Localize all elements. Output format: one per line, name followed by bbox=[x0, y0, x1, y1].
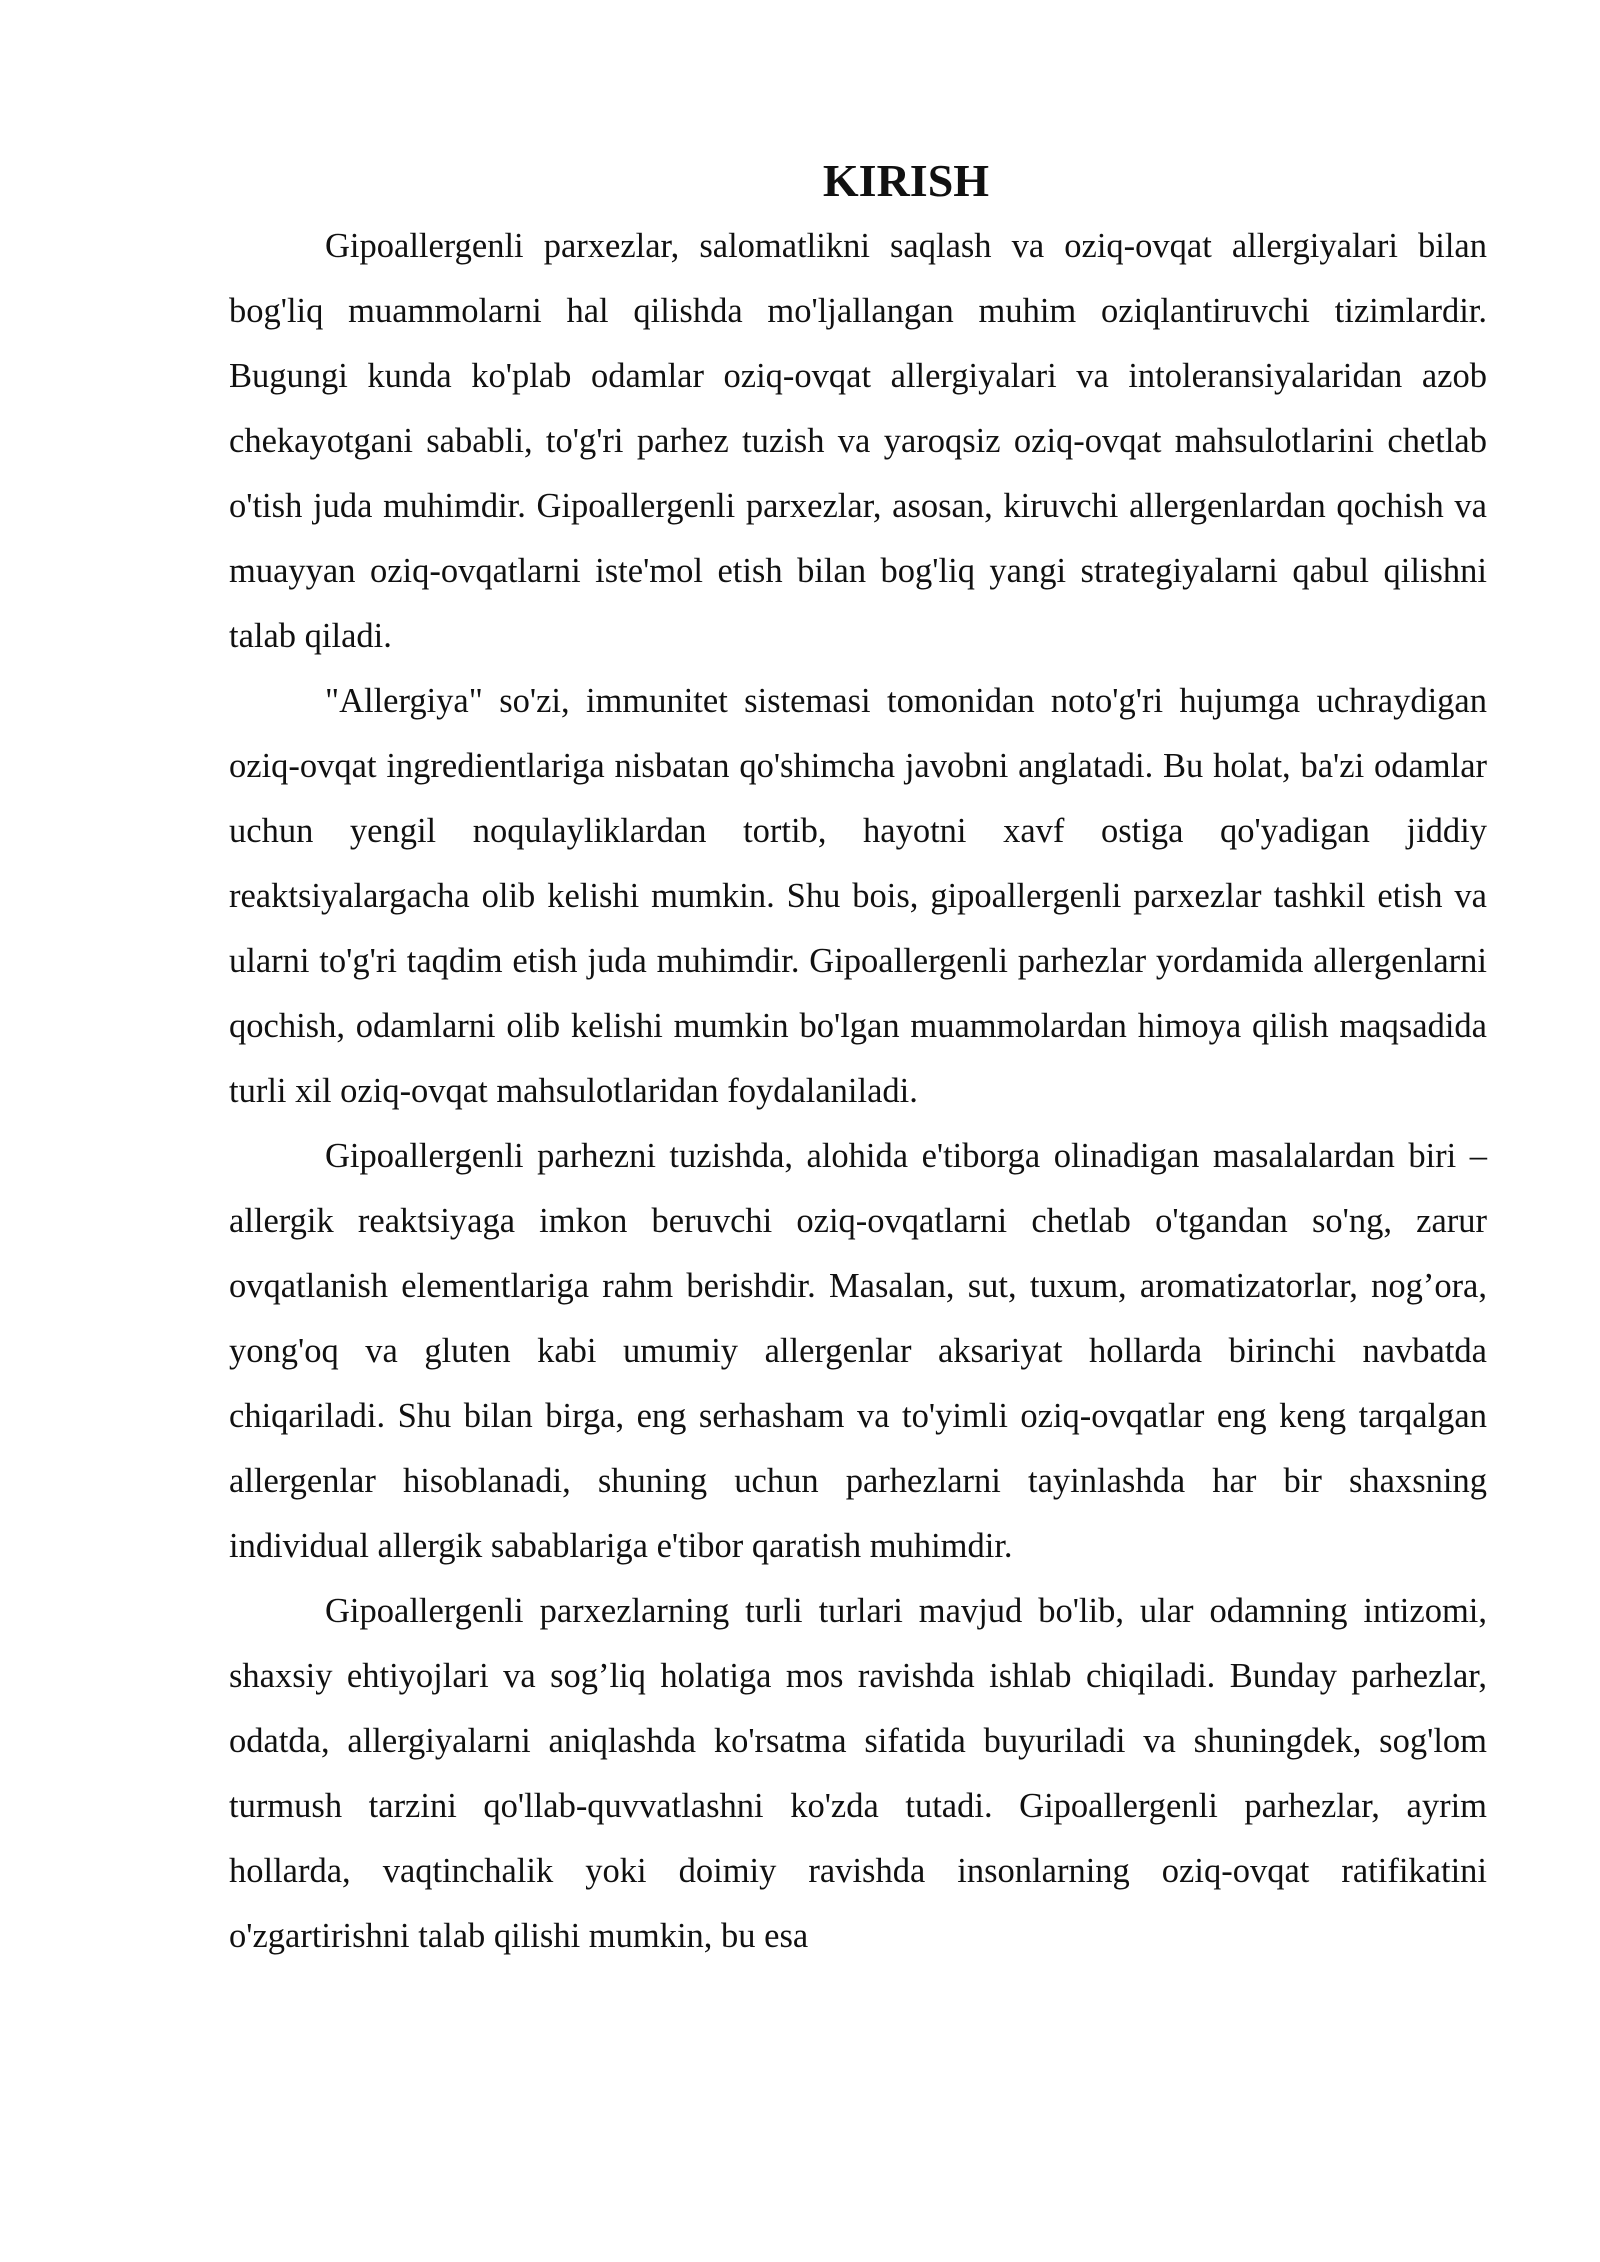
paragraph: Gipoallergenli parxezlarning turli turlari mavjud bo'lib, ular odamning intizomi, shaxsiy ehtiyojlari va sog’liq holatiga mos ravishda ishlab chiqiladi. Bunday parhezlar, odatda, allergiyalarni aniqlashda ko'rsatma sifatida buyuriladi va shuningdek, sog'lom turmush tarzini qo'llab-quvvatlashni ko'zda tutadi. Gipoallergenli parhezlar, ayrim hollarda, vaqtinchalik yoki doimiy ravishda insonlarning oziq-ovqat ratifikatini o'zgartirishni talab qilishi mumkin, bu esa bbox=[229, 1592, 1487, 1955]
document-body bbox=[229, 148, 1487, 1969]
page-title: KIRISH bbox=[822, 155, 990, 206]
paragraph: Gipoallergenli parhezni tuzishda, alohida e'tiborga olinadigan masalalardan biri – allergik reaktsiyaga imkon beruvchi oziq-ovqatlarni chetlab o'tgandan so'ng, zarur ovqatlanish elementlariga rahm berishdir. Masalan, sut, tuxum, aromatizatorlar, nog’ora, yong'oq va gluten kabi umumiy allergenlar aksariyat hollarda birinchi navbatda chiqariladi. Shu bilan birga, eng serhasham va to'yimli oziq-ovqatlar eng keng tarqalgan allergenlar hisoblanadi, shuning uchun parhezlarni tayinlashda har bir shaxsning individual allergik sabablariga e'tibor qaratish muhimdir. bbox=[229, 1137, 1487, 1565]
paragraph: "Allergiya" so'zi, immunitet sistemasi tomonidan noto'g'ri hujumga uchraydigan oziq-ovqat ingredientlariga nisbatan qo'shimcha javobni anglatadi. Bu holat, ba'zi odamlar uchun yengil noqulayliklardan tortib, hayotni xavf ostiga qo'yadigan jiddiy reaktsiyalargacha olib kelishi mumkin. Shu bois, gipoallergenli parxezlar tashkil etish va ularni to'g'ri taqdim etish juda muhimdir. Gipoallergenli parhezlar yordamida allergenlarni qochish, odamlarni olib kelishi mumkin bo'lgan muammolardan himoya qilish maqsadida turli xil oziq-ovqat mahsulotlaridan foydalaniladi. bbox=[229, 682, 1487, 1110]
paragraph: Gipoallergenli parxezlar, salomatlikni saqlash va oziq-ovqat allergiyalari bilan bog'liq muammolarni hal qilishda mo'ljallangan muhim oziqlantiruvchi tizimlardir. Bugungi kunda ko'plab odamlar oziq-ovqat allergiyalari va intoleransiyalaridan azob chekayotgani sababli, to'g'ri parhez tuzish va yaroqsiz oziq-ovqat mahsulotlarini chetlab o'tish juda muhimdir. Gipoallergenli parxezlar, asosan, kiruvchi allergenlardan qochish va muayyan oziq-ovqatlarni iste'mol etish bilan bog'liq yangi strategiyalarni qabul qilishni talab qiladi. bbox=[229, 227, 1487, 655]
